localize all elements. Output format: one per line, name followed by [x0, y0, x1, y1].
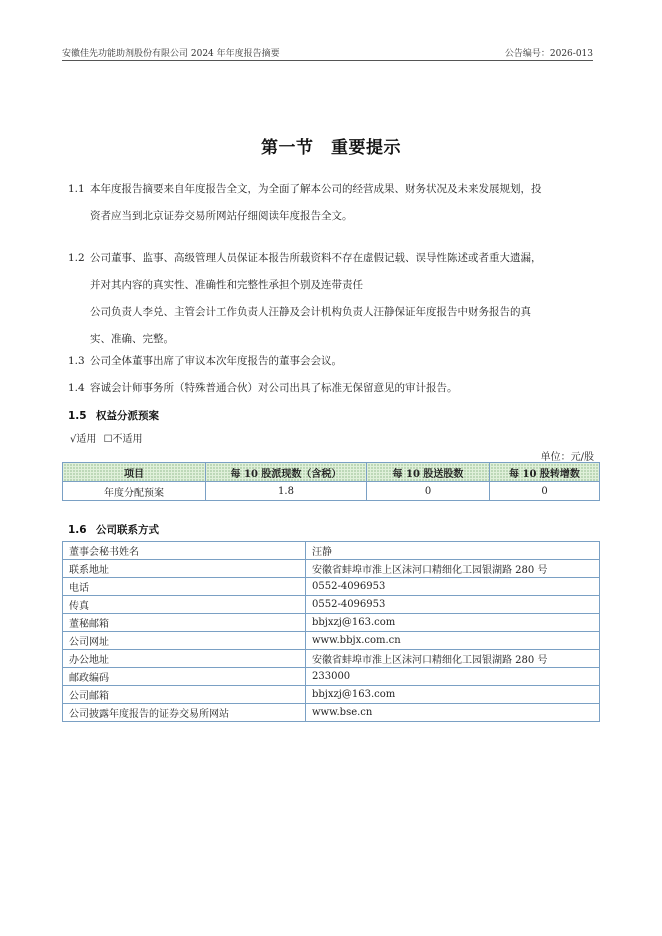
paragraph-1-4 [68, 375, 596, 402]
table-row [63, 596, 600, 614]
dividend-table [62, 462, 600, 501]
contact-key: 公司网址 [63, 632, 306, 650]
table-cell: 0 [490, 482, 600, 501]
paragraph-number: 1.3 [68, 355, 85, 367]
paragraph-text: 公司负责人李兑、主管会计工作负责人汪静及会计机构负责人汪静保证年度报告中财务报告的真 [90, 306, 531, 318]
not-applicable-unchecked: ☐不适用 [103, 434, 143, 445]
contact-value: bbjxzj@163.com [306, 614, 600, 632]
contact-value: 安徽省蚌埠市淮上区沫河口精细化工园银湖路 280 号 [306, 650, 600, 668]
table-row [63, 614, 600, 632]
contact-table [62, 541, 600, 722]
paragraph-1-2 [68, 245, 596, 353]
contact-key: 传真 [63, 596, 306, 614]
header-announcement-number: 公告编号：2026-013 [504, 49, 593, 59]
paragraph-text: 并对其内容的真实性、准确性和完整性承担个别及连带责任 [90, 279, 363, 291]
paragraph-number: 1.1 [68, 183, 85, 195]
page-header [62, 44, 593, 61]
table-header-cell: 项目 [63, 463, 206, 482]
section-number: 1.5 [68, 410, 87, 422]
table-row [63, 650, 600, 668]
section-title: 第一节 重要提示 [261, 138, 401, 158]
paragraph-text: 实、准确、完整。 [90, 333, 174, 345]
table-row [63, 482, 600, 501]
table-header-cell: 每 10 股转增数 [490, 463, 600, 482]
contact-key: 联系地址 [63, 560, 306, 578]
table-header-cell: 每 10 股派现数（含税） [206, 463, 367, 482]
paragraph-text: 资者应当到北京证券交易所网站仔细阅读年度报告全文。 [90, 210, 353, 222]
table-cell: 年度分配预案 [63, 482, 206, 501]
header-company-report: 安徽佳先功能助剂股份有限公司 2024 年年度报告摘要 [62, 49, 280, 59]
paragraph-text: 公司董事、监事、高级管理人员保证本报告所载资料不存在虚假记载、误导性陈述或者重大遗漏， [90, 252, 542, 264]
contact-value: www.bbjx.com.cn [306, 632, 600, 650]
paragraph-1-3 [68, 348, 596, 375]
table-row [63, 578, 600, 596]
applicable-checked: √适用 [70, 434, 97, 445]
contact-value: 安徽省蚌埠市淮上区沫河口精细化工园银湖路 280 号 [306, 560, 600, 578]
table-row [63, 668, 600, 686]
table-row [63, 542, 600, 560]
paragraph-text: 公司全体董事出席了审议本次年度报告的董事会会议。 [90, 355, 342, 367]
contact-value: 汪静 [306, 542, 600, 560]
table-row [63, 560, 600, 578]
unit-label: 单位：元/股 [540, 452, 594, 463]
section-number: 1.6 [68, 524, 87, 536]
contact-value: www.bse.cn [306, 704, 600, 722]
table-header-row [63, 463, 600, 482]
contact-value: 0552-4096953 [306, 596, 600, 614]
contact-key: 董事会秘书姓名 [63, 542, 306, 560]
section-heading-text: 权益分派预案 [96, 410, 159, 422]
paragraph-number: 1.4 [68, 382, 85, 394]
table-cell: 1.8 [206, 482, 367, 501]
table-row [63, 632, 600, 650]
paragraph-number: 1.2 [68, 252, 85, 264]
table-header-cell: 每 10 股送股数 [367, 463, 490, 482]
contact-key: 办公地址 [63, 650, 306, 668]
contact-key: 邮政编码 [63, 668, 306, 686]
contact-key: 公司邮箱 [63, 686, 306, 704]
paragraph-text: 本年度报告摘要来自年度报告全文，为全面了解本公司的经营成果、财务状况及未来发展规划，投 [90, 183, 542, 195]
paragraph-text: 容诚会计师事务所（特殊普通合伙）对公司出具了标准无保留意见的审计报告。 [90, 382, 458, 394]
contact-key: 电话 [63, 578, 306, 596]
contact-value: bbjxzj@163.com [306, 686, 600, 704]
section-heading-1-5 [68, 408, 159, 423]
table-row [63, 686, 600, 704]
contact-value: 0552-4096953 [306, 578, 600, 596]
contact-key: 公司披露年度报告的证券交易所网站 [63, 704, 306, 722]
contact-value: 233000 [306, 668, 600, 686]
section-heading-1-6 [68, 522, 159, 537]
table-cell: 0 [367, 482, 490, 501]
section-heading-text: 公司联系方式 [96, 524, 159, 536]
contact-key: 董秘邮箱 [63, 614, 306, 632]
paragraph-1-1 [68, 176, 596, 230]
table-row [63, 704, 600, 722]
applicability-options [70, 430, 143, 445]
